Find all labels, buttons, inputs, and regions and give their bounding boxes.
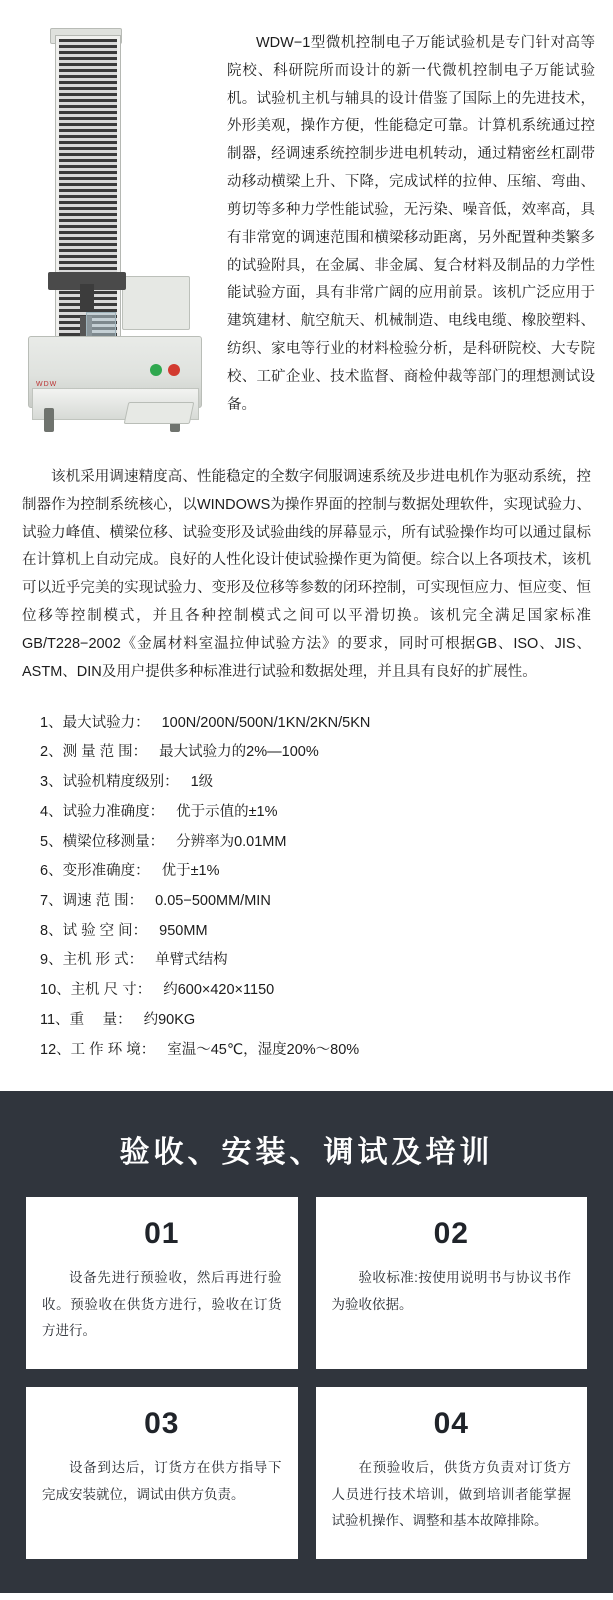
spec-index: 1、 — [40, 714, 63, 731]
service-card-text: 设备到达后，订货方在供方指导下完成安装就位，调试由供方负责。 — [42, 1460, 282, 1502]
spec-index: 11、 — [40, 1011, 70, 1028]
spec-value: 单臂式结构 — [155, 952, 228, 969]
service-card — [26, 1197, 298, 1369]
spec-value: 最大试验力的2%—100% — [159, 744, 319, 761]
spec-value: 1级 — [190, 774, 214, 791]
spec-row — [40, 857, 591, 887]
spec-label: 重 量： — [69, 1011, 132, 1028]
spec-value: 0.05−500MM/MIN — [155, 892, 271, 909]
service-card — [316, 1197, 588, 1369]
service-card — [316, 1387, 588, 1559]
spec-row — [40, 709, 591, 739]
machine-control-panel — [122, 276, 190, 330]
testing-machine-image — [18, 30, 213, 450]
service-card-number: 04 — [433, 1407, 469, 1441]
spec-label: 主机 形 式： — [62, 952, 144, 969]
spec-row — [40, 1036, 591, 1066]
spec-index: 7、 — [40, 892, 63, 909]
spec-index: 10、 — [40, 982, 71, 999]
spec-value: 分辨率为0.01MM — [176, 833, 287, 850]
spec-label: 工 作 环 境： — [70, 1041, 156, 1058]
spec-index: 2、 — [40, 744, 63, 761]
spec-index: 4、 — [40, 803, 63, 820]
spec-label: 横梁位移测量： — [62, 833, 165, 850]
intro-paragraph: WDW−1型微机控制电子万能试验机是专门针对高等院校、科研院所而设计的新一代微机控制电子万能试验机。试验机主机与辅具的设计借鉴了国际上的先进技术，外形美观，操作方便，性能稳定可靠。计算机系统通过控制器，经调速系统控制步进电机转动，通过精密丝杠副带动移动横梁上升、下降，完成试样的拉伸、压缩、弯曲、剪切等多种力学性能试验，无污染、噪音低，效率高，具有非常宽的调速范围和横梁移动距离，另外配置种类繁多的试验附具，在金属、非金属、复合材料及制品的力学性能试验方面，具有非常广阔的应用前景。该机广泛应用于建筑建材、航空航天、机械制造、电线电缆、橡胶塑料、纺织、家电等行业的材料检验分析，是科研院校、大专院校、工矿企业、技术监督、商检仲裁等部门的理想测试设备。 — [227, 35, 595, 413]
spec-value: 室温～45℃，湿度20%～80% — [167, 1041, 360, 1058]
spec-row — [40, 917, 591, 947]
service-card-text: 设备先进行预验收，然后再进行验收。预验收在供货方进行，验收在订货方进行。 — [42, 1270, 282, 1338]
spec-value: 优于示值的±1% — [176, 803, 278, 820]
spec-index: 6、 — [40, 863, 63, 880]
spec-value: 100N/200N/500N/1KN/2KN/5KN — [161, 714, 371, 731]
spec-row — [40, 828, 591, 858]
spec-value: 约600×420×1150 — [163, 982, 275, 999]
service-card-number: 03 — [144, 1407, 180, 1441]
spec-row — [40, 887, 591, 917]
spec-index: 9、 — [40, 952, 63, 969]
spec-index: 3、 — [40, 774, 63, 791]
start-button-icon — [150, 364, 162, 376]
machine-remote-controller — [124, 402, 195, 424]
spec-value: 950MM — [159, 922, 208, 939]
spec-label: 测 量 范 围： — [62, 744, 148, 761]
spec-row — [40, 798, 591, 828]
spec-row — [40, 738, 591, 768]
spec-row — [40, 946, 591, 976]
spec-index: 8、 — [40, 922, 63, 939]
spec-label: 试 验 空 间： — [62, 922, 148, 939]
service-section-title: 验收、安装、调试及培训 — [119, 1136, 494, 1170]
spec-label: 调速 范 围： — [62, 892, 144, 909]
spec-label: 试验力准确度： — [62, 803, 165, 820]
spec-label: 变形准确度： — [62, 863, 150, 880]
spec-value: 约90KG — [143, 1011, 196, 1028]
specification-list — [0, 687, 613, 1092]
spec-row — [40, 1006, 591, 1036]
service-card — [26, 1387, 298, 1559]
spec-row — [40, 976, 591, 1006]
spec-label: 试验机精度级别： — [62, 774, 179, 791]
service-card-text: 验收标准:按使用说明书与协议书作为验收依据。 — [331, 1270, 571, 1312]
service-card-number: 02 — [433, 1217, 469, 1251]
spec-label: 最大试验力： — [62, 714, 150, 731]
intro-section — [0, 0, 613, 450]
service-section — [0, 1091, 613, 1593]
spec-row — [40, 768, 591, 798]
service-card-number: 01 — [144, 1217, 180, 1251]
machine-foot-left — [44, 408, 54, 432]
detail-paragraph: 该机采用调速精度高、性能稳定的全数字伺服调速系统及步进电机作为驱动系统，控制器作为控制系统核心，以WINDOWS为操作界面的控制与数据处理软件，实现试验力、试验力峰值、横梁位移、试验变形及试验曲线的屏幕显示，所有试验操作均可以通过鼠标在计算机上自动完成。良好的人性化设计使试验操作更为简便。综合以上各项技术，该机可以近乎完美的实现试验力、变形及位移等参数的闭环控制，可实现恒应力、恒应变、恒位移等控制模式，并且各种控制模式之间可以平滑切换。该机完全满足国家标准GB/T228−2002《金属材料室温拉伸试验方法》的要求，同时可根据GB、ISO、JIS、ASTM、DIN及用户提供多种标准进行试验和数据处理，并且具有良好的扩展性。 — [22, 469, 591, 680]
machine-brand-mark: WDW — [36, 381, 58, 388]
machine-upper-grip — [80, 284, 94, 310]
stop-button-icon — [168, 364, 180, 376]
service-card-text: 在预验收后，供货方负责对订货方人员进行技术培训，做到培训者能掌握试验机操作、调整和基本故障排除。 — [331, 1460, 571, 1528]
spec-index: 5、 — [40, 833, 63, 850]
spec-index: 12、 — [40, 1041, 71, 1058]
service-card-grid — [26, 1197, 587, 1559]
spec-label: 主机 尺 寸： — [70, 982, 152, 999]
spec-value: 优于±1% — [161, 863, 220, 880]
